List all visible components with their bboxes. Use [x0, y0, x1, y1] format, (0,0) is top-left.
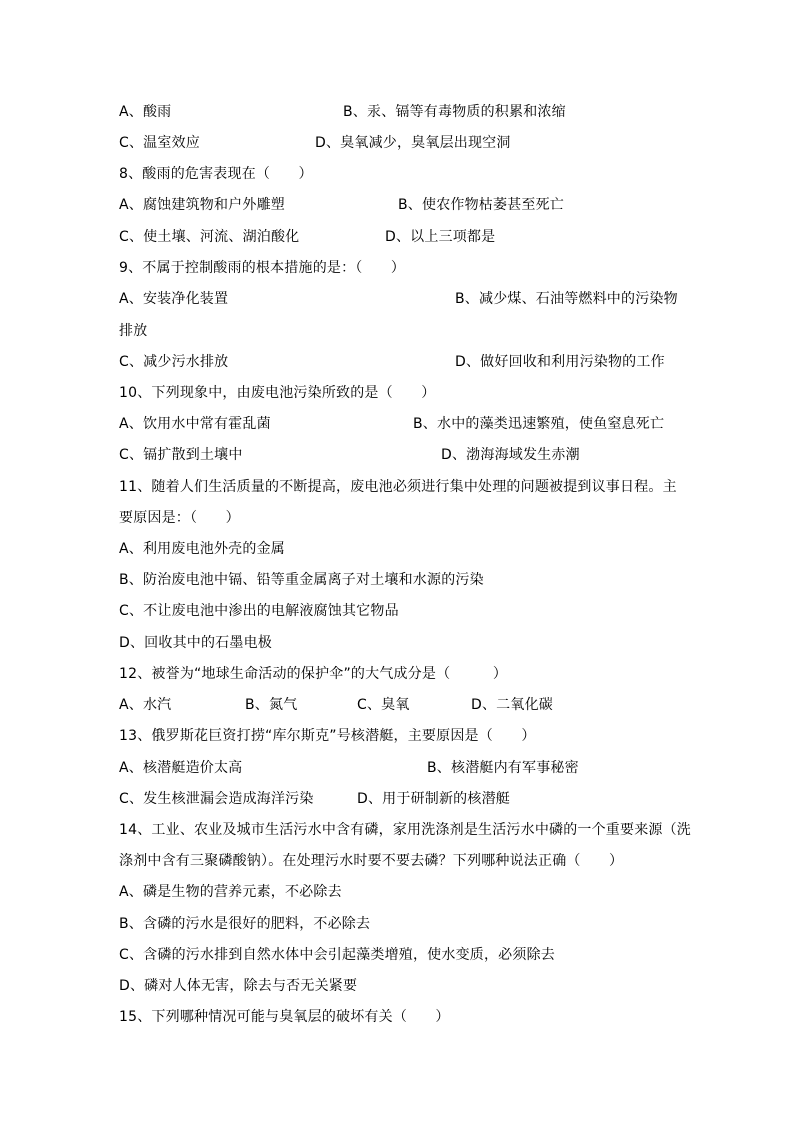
option-c: C、发生核泄漏会造成海洋污染 [119, 791, 314, 807]
option-a: A、安装净化装置 [119, 291, 229, 307]
option-line [0, 351, 794, 373]
option-c: C、不让废电池中渗出的电解液腐蚀其它物品 [119, 603, 399, 619]
option-line [0, 538, 794, 560]
option-continuation [0, 320, 794, 342]
option-d: D、渤海海域发生赤潮 [441, 447, 580, 463]
question-line [0, 382, 794, 404]
question-line [0, 1006, 794, 1028]
option-b: B、使农作物枯萎甚至死亡 [398, 197, 565, 213]
option-line [0, 788, 794, 810]
option-line [0, 194, 794, 216]
option-a: A、核潜艇造价太高 [119, 760, 243, 776]
option-line [0, 444, 794, 466]
option-line [0, 288, 794, 310]
option-d: D、以上三项都是 [385, 229, 496, 245]
option-b-continuation: 排放 [119, 323, 148, 339]
option-a: A、水汽 [119, 697, 172, 713]
option-line [0, 944, 794, 966]
option-c: C、减少污水排放 [119, 354, 229, 370]
question-11: 11、随着人们生活质量的不断提高，废电池必须进行集中处理的问题被提到议事日程。主 [119, 479, 677, 495]
option-b: B、水中的藻类迅速繁殖，使鱼窒息死亡 [413, 416, 665, 432]
option-c: C、镉扩散到土壤中 [119, 447, 243, 463]
option-line [0, 569, 794, 591]
option-b: B、汞、镉等有毒物质的积累和浓缩 [343, 104, 566, 120]
question-13: 13、俄罗斯花巨资打捞“库尔斯克”号核潜艇，主要原因是（ ） [119, 728, 536, 744]
option-d: D、用于研制新的核潜艇 [357, 791, 510, 807]
option-line [0, 757, 794, 779]
question-continuation [0, 850, 794, 872]
question-line [0, 725, 794, 747]
question-line [0, 257, 794, 279]
option-c: C、使土壤、河流、湖泊酸化 [119, 229, 300, 245]
option-c: C、含磷的污水排到自然水体中会引起藻类增殖，使水变质，必须除去 [119, 947, 555, 963]
option-line [0, 975, 794, 997]
option-c: C、臭氧 [357, 697, 410, 713]
option-b: B、核潜艇内有军事秘密 [427, 760, 579, 776]
option-d: D、做好回收和利用污染物的工作 [455, 354, 665, 370]
question-11-continuation: 要原因是：（ ） [119, 510, 240, 526]
option-line [0, 600, 794, 622]
option-c: C、温室效应 [119, 135, 200, 151]
question-continuation [0, 507, 794, 529]
option-line [0, 226, 794, 248]
option-line [0, 413, 794, 435]
option-a: A、利用废电池外壳的金属 [119, 541, 285, 557]
question-line [0, 163, 794, 185]
option-a: A、饮用水中常有霍乱菌 [119, 416, 271, 432]
option-a: A、腐蚀建筑物和户外雕塑 [119, 197, 285, 213]
option-d: D、二氧化碳 [471, 697, 553, 713]
question-12: 12、被誉为“地球生命活动的保护伞”的大气成分是（ ） [119, 666, 508, 682]
question-14-continuation: 涤剂中含有三聚磷酸钠）。在处理污水时要不要去磷？下列哪种说法正确（ ） [119, 853, 624, 869]
question-14: 14、工业、农业及城市生活污水中含有磷，家用洗涤剂是生活污水中磷的一个重要来源（洗 [119, 822, 692, 838]
option-line [0, 132, 794, 154]
option-b: B、减少煤、石油等燃料中的污染物 [455, 291, 678, 307]
option-b: B、防治废电池中镉、铅等重金属离子对土壤和水源的污染 [119, 572, 484, 588]
option-b: B、氮气 [245, 697, 298, 713]
option-line [0, 694, 794, 716]
question-line [0, 476, 794, 498]
question-line [0, 663, 794, 685]
option-a: A、磷是生物的营养元素，不必除去 [119, 884, 342, 900]
question-line [0, 819, 794, 841]
option-b: B、含磷的污水是很好的肥料，不必除去 [119, 916, 371, 932]
question-15: 15、下列哪种情况可能与臭氧层的破坏有关（ ） [119, 1009, 450, 1025]
question-9: 9、不属于控制酸雨的根本措施的是：（ ） [119, 260, 406, 276]
option-line [0, 913, 794, 935]
question-8: 8、酸雨的危害表现在（ ） [119, 166, 313, 182]
option-line [0, 101, 794, 123]
question-10: 10、下列现象中，由废电池污染所致的是（ ） [119, 385, 436, 401]
option-line [0, 881, 794, 903]
option-d: D、臭氧减少，臭氧层出现空洞 [315, 135, 511, 151]
option-d: D、磷对人体无害，除去与否无关紧要 [119, 978, 358, 994]
option-d: D、回收其中的石墨电极 [119, 635, 272, 651]
option-line [0, 632, 794, 654]
option-a: A、酸雨 [119, 104, 172, 120]
